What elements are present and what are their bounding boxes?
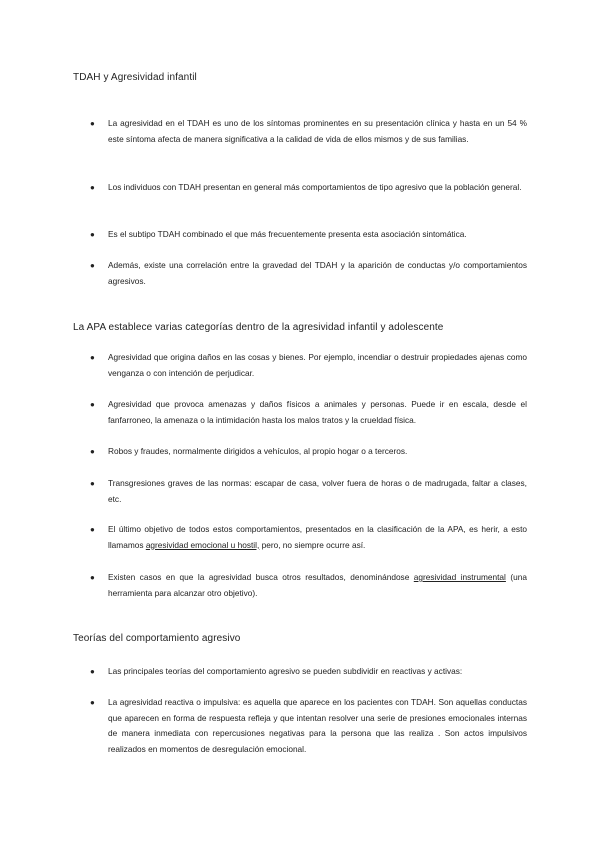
list-item-text: La agresividad reactiva o impulsiva: es aquella que aparece en los pacientes con TDAH. Son aquellas conductas que aparecen en forma de respuesta refleja y que intentan resolver una serie de presiones emocionales internas de manera inmediata con repercusiones negativas para la persona que las realiza . Son actos impulsivos realizados en momentos de desregulación emocional. — [108, 697, 527, 754]
bullet-icon: ● — [90, 573, 95, 582]
list-item — [90, 180, 527, 196]
bullet-icon: ● — [90, 353, 95, 362]
list-item-text-part: Existen casos en que la agresividad busca otros resultados, denominándose — [108, 572, 414, 582]
list-item-text: La agresividad en el TDAH es uno de los síntomas prominentes en su presentación clínica y hasta en un 54 % este síntoma afecta de manera significativa a la calidad de vida de ellos mismos y de sus familias. — [108, 118, 527, 144]
list-item — [90, 695, 527, 757]
section-heading-tdah: TDAH y Agresividad infantil — [73, 72, 197, 83]
list-item — [90, 116, 527, 147]
list-item-text: Agresividad que origina daños en las cosas y bienes. Por ejemplo, incendiar o destruir propiedades ajenas como venganza o con intención de perjudicar. — [108, 352, 527, 378]
bullet-icon: ● — [90, 447, 95, 456]
list-item-text: Además, existe una correlación entre la gravedad del TDAH y la aparición de conductas y/o comportamientos agresivos. — [108, 260, 527, 286]
bullet-icon: ● — [90, 525, 95, 534]
list-item — [90, 258, 527, 289]
list-item-text: Robos y fraudes, normalmente dirigidos a vehículos, al propio hogar o a terceros. — [108, 446, 408, 456]
bullet-icon: ● — [90, 230, 95, 239]
list-item-text-part: El último objetivo de todos estos comportamientos, presentados en la clasificación de la APA, es herir, a esto llamamos — [108, 524, 527, 550]
list-item — [90, 664, 527, 680]
list-item-text-part: (una herramienta para alcanzar otro objetivo). — [108, 572, 527, 598]
bullet-icon: ● — [90, 667, 95, 676]
underlined-term-instrumental: agresividad instrumental — [413, 572, 506, 582]
list-item — [90, 444, 527, 460]
list-item — [90, 227, 527, 243]
list-item — [90, 570, 527, 601]
list-item-text: Es el subtipo TDAH combinado el que más frecuentemente presenta esta asociación sintomática. — [108, 229, 467, 239]
list-item-text — [108, 522, 527, 553]
bullet-icon: ● — [90, 479, 95, 488]
section-heading-apa: La APA establece varias categorías dentro de la agresividad infantil y adolescente — [73, 322, 444, 333]
bullet-icon: ● — [90, 119, 95, 128]
list-item — [90, 350, 527, 381]
section-heading-teorias: Teorías del comportamiento agresivo — [73, 633, 241, 644]
list-item — [90, 397, 527, 428]
list-item-text: Agresividad que provoca amenazas y daños físicos a animales y personas. Puede ir en escala, desde el fanfarroneo, la amenaza o la intimidación hasta los malos tratos y la crueldad física. — [108, 399, 527, 425]
bullet-icon: ● — [90, 400, 95, 409]
bullet-icon: ● — [90, 698, 95, 707]
list-item-text: Las principales teorías del comportamiento agresivo se pueden subdividir en reactivas y activas: — [108, 666, 463, 676]
bullet-icon: ● — [90, 261, 95, 270]
list-item-text: Los individuos con TDAH presentan en general más comportamientos de tipo agresivo que la población general. — [108, 182, 522, 192]
list-item-text: Transgresiones graves de las normas: escapar de casa, volver fuera de horas o de madrugada, faltar a clases, etc. — [108, 478, 527, 504]
list-item — [90, 522, 527, 553]
bullet-icon: ● — [90, 183, 95, 192]
underlined-term-hostil: agresividad emocional u hostil, — [145, 539, 260, 550]
list-item-text-part: pero, no siempre ocurre así. — [259, 539, 366, 550]
list-item — [90, 476, 527, 507]
list-item-text — [108, 570, 527, 601]
